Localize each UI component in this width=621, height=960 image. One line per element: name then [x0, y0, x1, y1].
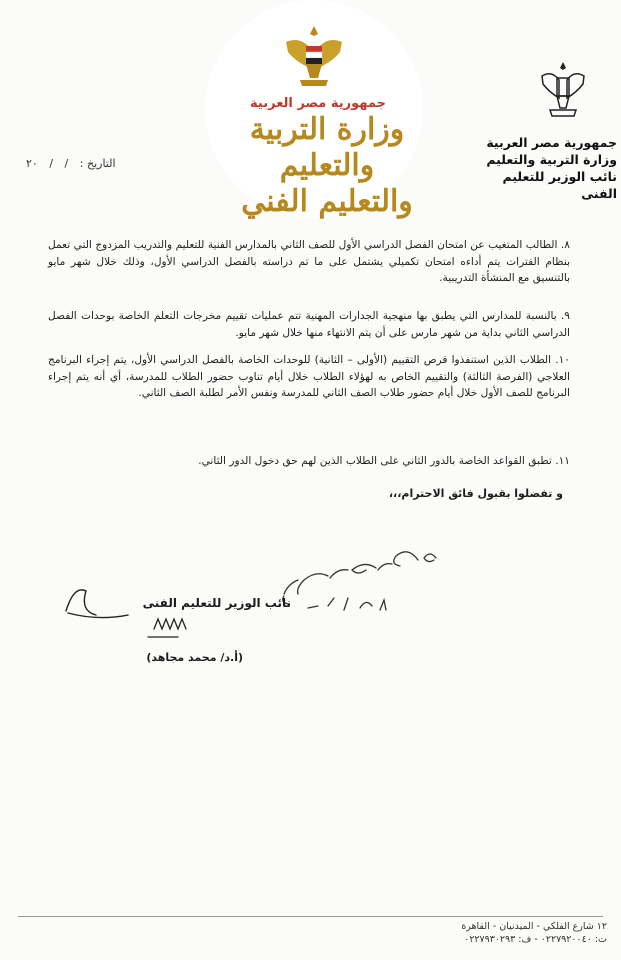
- center-country-name: جمهورية مصر العربية: [250, 96, 386, 111]
- sender-ministry: وزارة التربية والتعليم: [486, 152, 617, 167]
- closing-line: و تفضلوا بقبول فائق الاحترام،،،: [388, 487, 563, 500]
- footer-divider: [18, 916, 603, 917]
- footer-address: ١٢ شارع الفلكي - الميدنيان - القاهرة: [461, 921, 607, 932]
- clause-10: ١٠. الطلاب الذين استنفذوا فرص التقييم (الأولى – الثانية) للوحدات الخاصة بالفصل الدراسي الأول، يتم إجراء البرنامج العلاجي (الفرصة الثالثة) والتقييم الخاص به لهؤلاء الطلاب خلال أيام تناوب حضور الطلاب للمدرسة، أي أنه يتم إجراء البرنامج للصف الأول خلال أيام حضور طلاب الصف الثاني للمدرسة ونفس الأمر لطلبة الصف الثاني.: [48, 354, 570, 399]
- date-separator: /: [64, 157, 69, 170]
- signature: [58, 583, 208, 645]
- sender-header: [467, 134, 617, 202]
- handwritten-note: [268, 540, 448, 620]
- ministry-line-2: والتعليم الفني: [241, 184, 413, 219]
- footer-phones: ت: ٠٢٢٧٩٢٠٠٤٠ - ف: ٠٢٢٧٩٣٠٢٩٣: [464, 934, 607, 945]
- signatory-title: نائب الوزير للتعليم الفنى: [142, 596, 291, 610]
- eagle-emblem-icon: [282, 22, 346, 92]
- eagle-stamp-icon: [540, 60, 586, 120]
- clause-11: ١١. تطبق القواعد الخاصة بالدور الثاني على الطلاب الذين لهم حق دخول الدور الثاني.: [198, 455, 570, 467]
- center-ministry-name: [212, 112, 442, 220]
- ministry-line-1: وزارة التربية والتعليم: [249, 112, 405, 183]
- clause-8: ٨. الطالب المتغيب عن امتحان الفصل الدراسي الأول للصف الثاني بالمدارس الفنية للتعليم والتدريب المزدوج التي تعمل بنظام الفترات يتم أداءه امتحان تكميلي يشتمل على ما تم دراسته بالفصل الدراسي الأول، وذلك خلال شهر مايو بالتنسيق مع المنشأة التدريبية.: [48, 239, 570, 284]
- date-year: ٢٠: [26, 157, 38, 170]
- date-line: [22, 157, 120, 170]
- sender-office: نائب الوزير للتعليم الفنى: [502, 169, 617, 201]
- clause-9: ٩. بالنسبة للمدارس التي يطبق بها منهجية الجدارات المهنية تتم عمليات تقييم مخرجات التعلم الخاصة بوحدات الفصل الدراسي الثاني بداية من شهر مارس على أن يتم الانتهاء منها خلال شهر مايو.: [48, 310, 570, 339]
- signatory-name: (أ.د/ محمد مجاهد): [146, 651, 243, 664]
- date-separator: /: [49, 157, 54, 170]
- sender-country: جمهورية مصر العربية: [486, 135, 617, 150]
- date-label: التاريخ :: [79, 157, 116, 170]
- footer: [461, 920, 607, 946]
